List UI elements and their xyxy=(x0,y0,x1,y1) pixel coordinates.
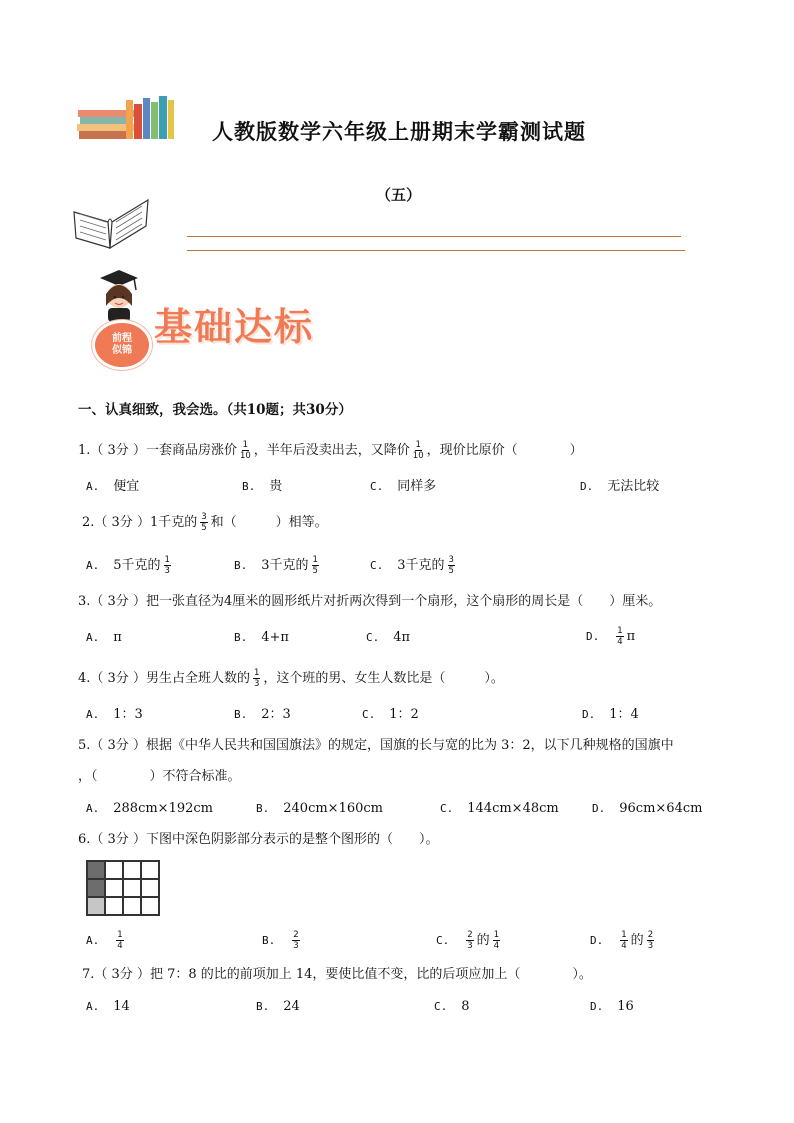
option-6d[interactable]: D. $\frac{1}{4}$ 的 $\frac{2}{3}$ xyxy=(590,930,654,951)
option-3c[interactable]: C. 4π xyxy=(366,630,411,645)
page-subtitle: （五） xyxy=(376,186,422,204)
shaded-grid-figure xyxy=(86,860,160,916)
fraction: $\frac{1}{10}$ xyxy=(239,440,251,461)
option-6b[interactable]: B. $\frac{2}{3}$ xyxy=(262,930,299,951)
option-1b[interactable]: B. 贵 xyxy=(242,479,283,494)
option-6a[interactable]: A. $\frac{1}{4}$ xyxy=(86,930,123,951)
option-2a[interactable]: A. 5千克的 $\frac{1}{3}$ xyxy=(86,555,170,576)
option-1c[interactable]: C. 同样多 xyxy=(370,479,437,494)
option-6c[interactable]: C. $\frac{2}{3}$ 的 $\frac{1}{4}$ xyxy=(436,930,500,951)
option-5a[interactable]: A. 288cm×192cm xyxy=(86,801,213,816)
slogan-line-2: 似锦 xyxy=(112,345,132,356)
question-6: 6.（ 3分 ）下图中深色阴影部分表示的是整个图形的（ ）。 xyxy=(78,832,439,847)
books-stack-icon xyxy=(76,94,176,142)
question-3: 3.（ 3分 ）把一张直径为4厘米的圆形纸片对折两次得到一个扇形，这个扇形的周长是（ ）厘米。 xyxy=(78,594,662,609)
option-1a[interactable]: A. 便宜 xyxy=(86,479,140,494)
fraction: $\frac{1}{3}$ xyxy=(253,668,260,689)
option-4a[interactable]: A. 1：3 xyxy=(86,707,143,722)
option-2b[interactable]: B. 3千克的 $\frac{1}{5}$ xyxy=(234,555,318,576)
question-2: 2.（ 3分 ）1千克的 $\frac{3}{5}$ 和（ ）相等。 xyxy=(82,512,328,533)
open-book-icon xyxy=(70,192,152,250)
option-2c[interactable]: C. 3千克的 $\frac{3}{5}$ xyxy=(370,555,454,576)
option-4c[interactable]: C. 1：2 xyxy=(362,707,419,722)
option-7d[interactable]: D. 16 xyxy=(590,999,634,1014)
option-5c[interactable]: C. 144cm×48cm xyxy=(440,801,559,816)
option-7c[interactable]: C. 8 xyxy=(434,999,470,1014)
slogan-line-1: 前程 xyxy=(112,333,132,344)
option-4d[interactable]: D. 1：4 xyxy=(582,707,639,722)
option-5b[interactable]: B. 240cm×160cm xyxy=(256,801,383,816)
section-title: 一、认真细致，我会选。（共10题；共30分） xyxy=(78,402,352,418)
fraction: $\frac{1}{10}$ xyxy=(412,440,424,461)
option-3b[interactable]: B. 4+π xyxy=(234,630,289,645)
question-5-continued: ，（ ）不符合标准。 xyxy=(78,769,241,784)
slogan-badge xyxy=(92,320,152,370)
section-banner: 基础达标 xyxy=(154,305,315,349)
option-3d[interactable]: D. $\frac{1}{4}$ π xyxy=(586,626,636,647)
header-rule-bottom xyxy=(187,250,685,251)
option-5d[interactable]: D. 96cm×64cm xyxy=(592,801,703,816)
question-4: 4.（ 3分 ）男生占全班人数的 $\frac{1}{3}$ ，这个班的男、女生人数比是（ ）。 xyxy=(78,668,504,689)
option-7a[interactable]: A. 14 xyxy=(86,999,130,1014)
option-1d[interactable]: D. 无法比较 xyxy=(580,479,660,494)
question-1: 1.（ 3分 ）一套商品房涨价 $\frac{1}{10}$ ，半年后没卖出去，又降价 $\frac{1}{10}$ ，现价比原价（ ） xyxy=(78,440,583,461)
header-rule-top xyxy=(187,236,681,237)
student-avatar-icon xyxy=(96,266,142,322)
option-4b[interactable]: B. 2：3 xyxy=(234,707,291,722)
option-3a[interactable]: A. π xyxy=(86,630,122,645)
question-5: 5.（ 3分 ）根据《中华人民共和国国旗法》的规定，国旗的长与宽的比为 3：2，以下几种规格的国旗中 xyxy=(78,738,674,753)
option-7b[interactable]: B. 24 xyxy=(256,999,300,1014)
page-title: 人教版数学六年级上册期末学霸测试题 xyxy=(212,119,586,144)
fraction: $\frac{3}{5}$ xyxy=(201,512,207,533)
question-7: 7.（ 3分 ）把 7：8 的比的前项加上 14，要使比值不变，比的后项应加上（ ）。 xyxy=(82,967,592,982)
